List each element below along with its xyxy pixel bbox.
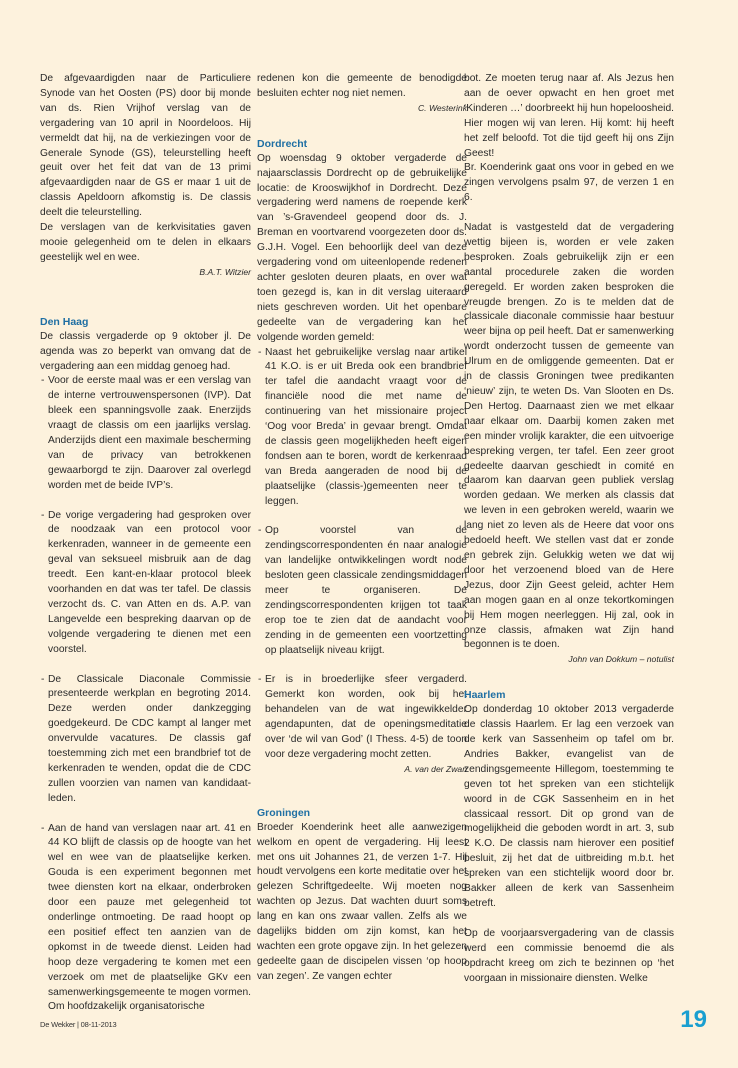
column-1 [40,72,251,1015]
author-signature: C. Westerink [417,102,467,113]
publication-footer: De Wekker | 08-11-2013 [40,1020,117,1029]
list-item: - De vorige vergadering had gesproken over de noodzaak van een protocol voor kerkenraden, wanneer in de gemeente een geval van seksueel misbruik aan de dag treedt. Een kant-en-klaar protocol bleek voorhanden en dat was ter tafel. De classis verzocht ds. C. van Atten en ds. A.P. van Langevelde een bespreking daarvan op de volgende vergadering te dienen met een voorstel. [40,509,251,658]
list-item: - De Classicale Diaconale Commissie presenteerde werkplan en begroting 2014. Deze werden onder dankzegging goedgekeurd. De CDC kampt al langer met onvervulde vacatures. De classis gaf toestemming zich met een brandbrief tot de kerkenraden te wenden, opdat die de CDC zullen voorzien van namen van kandidaat-leden. [40,673,251,807]
paragraph: Br. Koenderink gaat ons voor in gebed en we zingen vervolgens psalm 97, de verzen 1 en 6. [464,162,674,204]
paragraph: Op woensdag 9 oktober vergaderde de najaarsclassis Dordrecht op de gebruikelijke locatie: de Krooswijkhof in Dordrecht. Deze vergadering werd namens de roepende kerk van ’s-Gravendeel geopend door ds. J. Breman en voortvarend voorgezeten door ds. G.J.H. Vogel. Een behoorlijk deel van deze vergadering vond om uiteenlopende redenen achter gesloten deuren plaats, en over wat toen gezegd is, kan in dit verslag uiteraard niets geschreven worden. Uit het openbare gedeelte van de vergadering kan het volgende worden gemeld: [257,152,467,343]
paragraph: Op de voorjaarsvergadering van de classis werd een commissie benoemd die als opdracht kreeg om zich te bezinnen op ‘het voorgaan in missionaire diensten. Welke [464,927,674,984]
paragraph: redenen kon die gemeente de benodigde besluiten echter nog niet nemen. [257,73,467,99]
section-heading-den-haag: Den Haag [40,315,89,328]
column-2 [257,72,467,985]
section-heading-haarlem: Haarlem [464,689,506,702]
list-item: - Er is in broederlijke sfeer vergaderd. Gemerkt kon worden, ook bij het behandelen van de wat ingewikkelder agendapunten, dat de openingsmeditatie over ‘de wil van God’ (I Thess. 4-5) de toon voor deze vergadering mocht zetten. [257,673,467,762]
page-number: 19 [680,1006,707,1033]
list-item: - Aan de hand van verslagen naar art. 41 en 44 KO blijft de classis op de hoogte van het wel en wee van de plaatselijke kerken. Gouda is een experiment begonnen met twee diensten kort na elkaar, onderbroken door een pauze met gelegenheid tot onderlinge ontmoeting. De raad hoopt op een positief effect ten aanzien van de opkomst in de tweede dienst. Leiden had hoop deze vergadering te komen met een verzoek om met de plaatselijke GKv een samenwerkingsgemeente te mogen vormen. Om hoofdzakelijk organisatorische [40,822,251,1016]
paragraph: Nadat is vastgesteld dat de vergadering wettig bijeen is, worden er vele zaken besproken. Zoals gebruikelijk zijn er een aantal procedurele zaken die worden geregeld. Er worden zaken besproken die vreugde brengen. Zo is te melden dat de classicale diaconale commissie haar bestuur weer bijna op peil heeft. Dat er samenwerking wordt onderzocht tussen de gemeente van Ulrum en de omliggende gemeenten. Dat er in de classis Groningen twee predikanten ‘nieuw’ zijn, te weten Ds. Van Slooten en Ds. Den Hertog. Daarnaast zien we met elkaar naar elkaar om. Daarbij komen zaken met een minder vrolijk karakter, die een uitvoerige bespreking vergen, ter tafel. Een zeer groot gedeelte daarvan geschiedt in comité en daarom kan daarvan geen publiek verslag worden gedaan. We merken als classis dat we leven in een gebroken wereld, waarin we lang niet zo leven als de Heere dat voor ons bedoeld heeft. We stellen vast dat er zonde en gebrek zijn. Gelukkig weten we dat wij door het verzoenend bloed van de Here Jezus, door Zijn Geest geleid, achter Hem aan mogen gaan en al onze tekortkomingen bij Hem mogen neerleggen. Hij zal, ook in onze classis, afmaken wat Zijn hand begonnen is te doen. [464,222,674,651]
column-3 [464,72,674,986]
author-signature: A. van der Zwan [404,763,467,774]
author-signature: John van Dokkum – notulist [568,654,674,665]
list-item: - Voor de eerste maal was er een verslag van de interne vertrouwenspersonen (IVP). Dat bleek een spanningsvolle zaak. Enerzijds vraagt de classis om een jaarlijks verslag. Anderzijds dient een maximale bescherming van de privacy van betrokkenen gewaarborgd te zijn. Daarover zal overlegd worden met de beide IVP’s. [40,374,251,493]
section-heading-groningen: Groningen [257,806,311,819]
author-signature: B.A.T. Witzier [199,266,251,277]
paragraph: De afgevaardigden naar de Particuliere Synode van het Oosten (PS) door bij monde van ds. Rien Vrijhof verslag van de vergadering van 10 april in Noordeloos. Hij vermeldt dat hij, na de verkiezingen voor de Generale Synode (GS), teleurstelling heeft geuit over het feit dat van de 13 primi afgevaardigden naar de GS er maar 1 uit de classis Apeldoorn afkomstig is. De classis deelt die teleurstelling. [40,73,251,219]
list-item: - Naast het gebruikelijke verslag naar artikel 41 K.O. is er uit Breda ook een brandbrief ter tafel die aandacht vraagt voor de financiële nood die met name de continuering van het missionaire project ‘Oog voor Breda’ in gevaar brengt. Omdat de classis geen mogelijkheden heeft eigen fondsen aan te boren, wordt de kerkenraad van Breda aangeraden de nood bij de plaatselijke (classis-)gemeenten neer te leggen. [257,346,467,510]
paragraph: Broeder Koenderink heet alle aanwezigen welkom en opent de vergadering. Hij leest met ons uit Johannes 21, de verzen 1-7. Hij houdt vervolgens een korte meditatie over het gelezen Schriftgedeelte. Wij moeten nog wachten op Jezus. Dat wachten duurt soms lang en kan ons zwaar vallen. Zelfs als we dagelijks bidden om zijn komst, kan het wachten een grote opgave zijn. In het gelezen gedeelte gaan de discipelen vissen ‘op hoop van zegen’. Ze vangen echter [257,821,467,982]
paragraph: De verslagen van de kerkvisitaties gaven mooie gelegenheid om te delen in elkaars geestelijk wel en wee. [40,222,251,263]
section-heading-dordrecht: Dordrecht [257,137,308,150]
paragraph: De classis vergaderde op 9 oktober jl. De agenda was zo beperkt van omvang dat de vergadering aan een middag genoeg had. [40,330,251,372]
bullet-list [257,346,467,763]
list-item: - Op voorstel van de zendingscorrespondenten én naar analogie van landelijke ontwikkelingen wordt node besloten geen classicale zendingsmiddagen meer te organiseren. De zendingscorrespondenten krijgen tot taak erop toe te zien dat de aandacht voor zending in de gemeenten een voortzetting op plaatselijk niveau krijgt. [257,524,467,658]
bullet-list [40,374,251,1015]
paragraph: Op donderdag 10 oktober 2013 vergaderde de classis Haarlem. Er lag een verzoek van de kerk van Sassenheim op tafel om br. Andries Bakker, evangelist van de zendingsgemeente Hillegom, toestemming te geven tot het spreken van een stichtelijk woord in de CGK Sassenheim en in het classicaal ressort. Dit op grond van de mogelijkheid die geboden wordt in art. 3, sub 2 K.O. De classis nam hierover een positief besluit, zij het dat de uitbreiding m.b.t. het spreken van een stichtelijk woord door br. Bakker alleen de kerk van Sassenheim betreft. [464,704,674,910]
paragraph: bot. Ze moeten terug naar af. Als Jezus hen aan de oever opwacht en hen groet met ‘Kinderen …’ doorbreekt hij hun hopeloosheid. Hier mogen wij van leren. Hij komt: hij heeft het zelf beloofd. Tot die tijd geeft hij ons Zijn Geest! [464,73,674,159]
